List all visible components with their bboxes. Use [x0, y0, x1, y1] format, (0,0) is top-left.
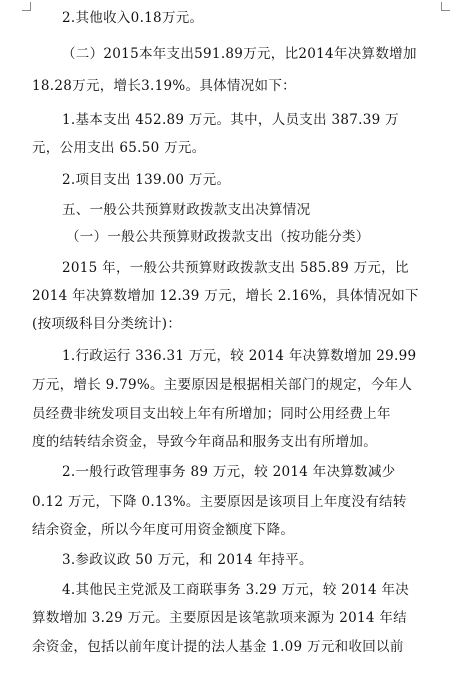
- paragraph-line: 2.其他收入0.18万元。: [62, 10, 204, 26]
- paragraph-line: 3.参政议政 50 万元，和 2014 年持平。: [62, 552, 313, 568]
- paragraph-line: 2.一般行政管理事务 89 万元，较 2014 年决算数减少: [62, 464, 396, 480]
- paragraph-line: 员经费非统发项目支出较上年有所增加；同时公用经费上年: [32, 406, 391, 422]
- page-corner-mark: [441, 2, 450, 11]
- paragraph-line: 万元，增长 9.79%。主要原因是根据相关部门的规定，今年人: [32, 377, 413, 393]
- paragraph-line: 0.12 万元，下降 0.13%。主要原因是该项目上年度没有结转: [32, 494, 407, 510]
- paragraph-line: 1.行政运行 336.31 万元，较 2014 年决算数增加 29.99: [62, 348, 417, 364]
- paragraph-line: (按项级科目分类统计)：: [32, 316, 182, 332]
- paragraph-line: 度的结转结余资金，导致今年商品和服务支出有所增加。: [32, 434, 377, 450]
- paragraph-line: 余资金，包括以前年度计提的法人基金 1.09 万元和收回以前: [32, 639, 404, 655]
- paragraph-line: （二）2015本年支出591.89万元，比2014年决算数增加: [62, 46, 417, 62]
- paragraph-line: 元，公用支出 65.50 万元。: [32, 140, 206, 156]
- page-corner-mark: [22, 2, 31, 11]
- paragraph-line: 结余资金，所以今年度可用资金额度下降。: [32, 522, 295, 538]
- paragraph-line: 2.项目支出 139.00 万元。: [62, 172, 231, 188]
- subsection-heading: （一）一般公共预算财政拨款支出（按功能分类）: [66, 229, 370, 245]
- section-heading: 五、一般公共预算财政拨款支出决算情况: [62, 202, 311, 218]
- paragraph-line: 18.28万元，增长3.19%。具体情况如下：: [32, 78, 296, 94]
- paragraph-line: 2014 年决算数增加 12.39 万元，增长 2.16%，具体情况如下: [32, 288, 419, 304]
- paragraph-line: 算数增加 3.29 万元。主要原因是该笔款项来源为 2014 年结: [32, 610, 407, 626]
- paragraph-line: 2015 年，一般公共预算财政拨款支出 585.89 万元，比: [62, 260, 409, 276]
- paragraph-line: 1.基本支出 452.89 万元。其中，人员支出 387.39 万: [62, 112, 399, 128]
- paragraph-line: 4.其他民主党派及工商联事务 3.29 万元，较 2014 年决: [62, 582, 410, 598]
